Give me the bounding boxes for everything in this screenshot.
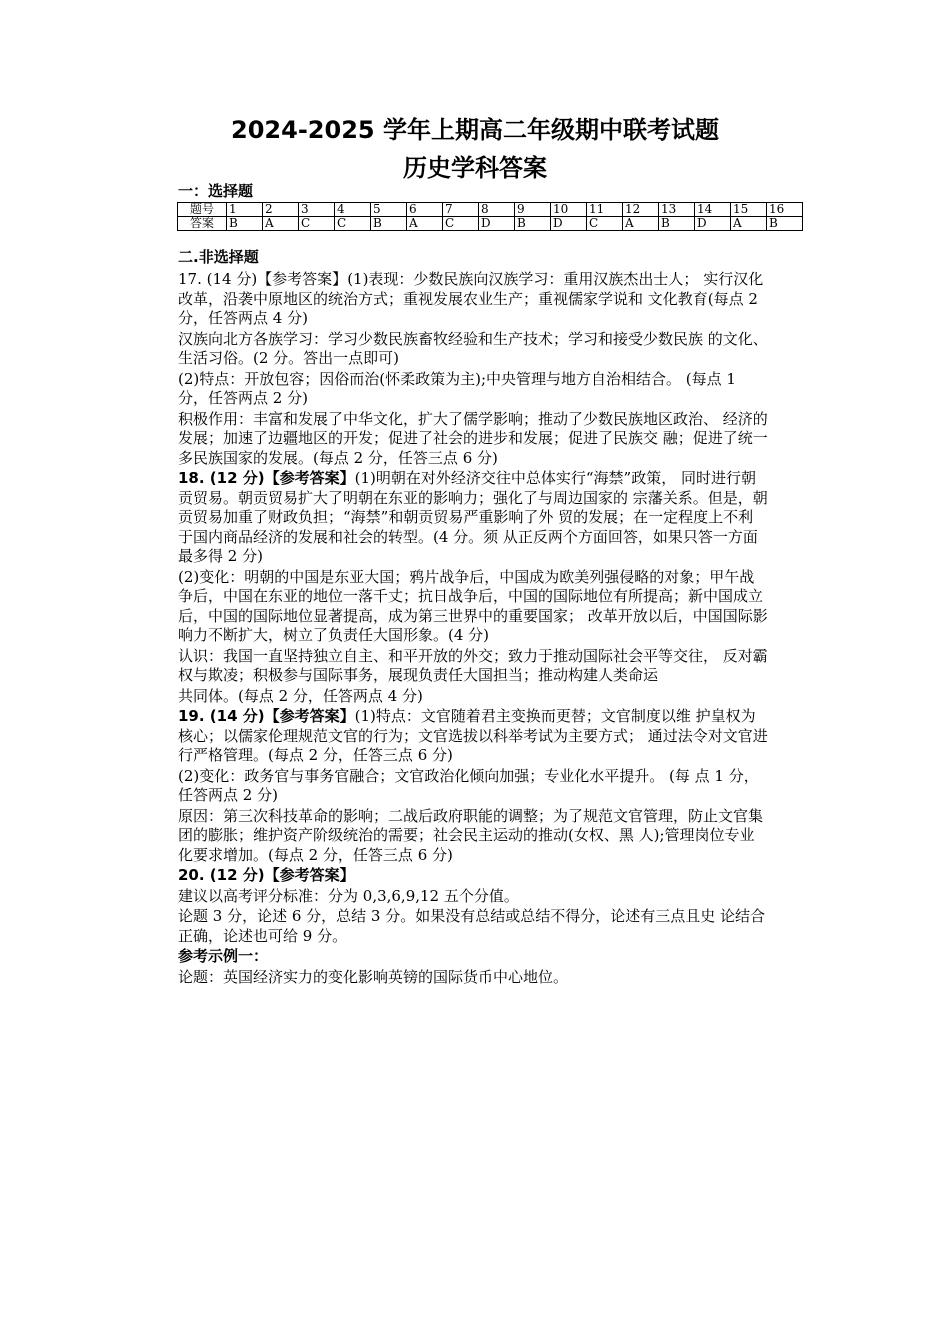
q18-para-3: 认识：我国一直坚持独立自主、和平开放的外交；致力于推动国际社会平等交往， 反对霸权与欺凌；积极参与国际事务，展现负责任大国担当；推动构建人类命运 [178,646,768,684]
section-choice-heading: 一：选择题 [178,182,254,200]
answer-cell: C [587,217,623,231]
answer-cell: D [551,217,587,231]
q18-para-4: 共同体。(每点 2 分，任答两点 4 分) [178,686,423,705]
answer-table [177,202,803,231]
number-cell: 10 [551,203,587,217]
answer-row [178,217,803,231]
number-row [178,203,803,217]
q19-para-2: (2)变化：政务官与事务官融合；文官政治化倾向加强；专业化水平提升。 (每 点 1 分，任答两点 2 分) [178,766,759,804]
number-cell: 1 [227,203,263,217]
q17-para-3: (2)特点：开放包容；因俗而治(怀柔政策为主);中央管理与地方自治相结合。 (每点 1 分，任答两点 2 分) [178,369,736,407]
answer-cell: C [299,217,335,231]
answer-cell: D [479,217,515,231]
q20-heading: 20. (12 分)【参考答案】 [178,866,355,884]
q20-example-heading: 参考示例一： [178,947,269,965]
number-cell: 11 [587,203,623,217]
answer-body [178,270,768,988]
q17-para-4: 积极作用：丰富和发展了中华文化，扩大了儒学影响；推动了少数民族地区政治、 经济的发展；加速了边疆地区的开发；促进了社会的进步和发展；促进了民族交 融；促进了统一多民族国家的发展。(每点 2 分，任答三点 6 分) [178,409,768,467]
answer-cell: D [695,217,731,231]
number-cell: 7 [443,203,479,217]
number-cell: 16 [767,203,803,217]
q20-para-2: 论题 3 分，论述 6 分，总结 3 分。如果没有总结或总结不得分，论述有三点且史 论结合正确，论述也可给 9 分。 [178,907,766,945]
row-label-answer: 答案 [178,217,227,231]
q19-text-1: (1)特点：文官随着君主变换而更替；文官制度以维 护皇权为核心；以儒家伦理规范文官的行为；文官选拔以科举考试为主要方式； 通过法令对文官进行严格管理。(每点 2 分，任答三点 6 分) [178,707,768,764]
number-cell: 3 [299,203,335,217]
answer-cell: B [767,217,803,231]
number-cell: 5 [371,203,407,217]
q19-para-1 [178,707,768,766]
q17-para-1 [178,270,768,329]
answer-cell: B [227,217,263,231]
number-cell: 13 [659,203,695,217]
title-line-1: 2024-2025 学年上期高二年级期中联考试题 [231,116,719,144]
number-cell: 14 [695,203,731,217]
section-nonchoice-heading: 二.非选择题 [178,248,259,266]
row-label-number: 题号 [178,203,227,217]
q20-para-3: 论题：英国经济实力的变化影响英镑的国际货币中心地位。 [178,967,569,986]
q20-para-1: 建议以高考评分标准：分为 0,3,6,9,12 五个分值。 [178,886,519,905]
q17-heading: 17. (14 分)【参考答案】 [178,270,348,288]
answer-cell: A [731,217,767,231]
q18-para-1 [178,469,768,567]
answer-cell: C [443,217,479,231]
number-cell: 12 [623,203,659,217]
number-cell: 4 [335,203,371,217]
answer-cell: C [335,217,371,231]
q17-para-2: 汉族向北方各族学习：学习少数民族畜牧经验和生产技术；学习和接受少数民族 的文化、生活习俗。(2 分。答出一点即可) [178,329,768,367]
number-cell: 9 [515,203,551,217]
answer-cell: A [407,217,443,231]
number-cell: 15 [731,203,767,217]
q19-heading: 19. (14 分)【参考答案】 [178,707,355,725]
answer-cell: B [371,217,407,231]
q19-para-3: 原因：第三次科技革命的影响；二战后政府职能的调整；为了规范文官管理，防止文官集团的膨胀；维护资产阶级统治的需要；社会民主运动的推动(女权、黑 人);管理岗位专业化要求增加。(每点 2 分，任答三点 6 分) [178,806,764,864]
q17-text-1: (1)表现：少数民族向汉族学习：重用汉族杰出士人； 实行汉化改革，沿袭中原地区的统治方式；重视发展农业生产；重视儒家学说和 文化教育(每点 2 分，任答两点 4 分) [178,270,764,327]
answer-cell: B [515,217,551,231]
number-cell: 8 [479,203,515,217]
number-cell: 2 [263,203,299,217]
answer-cell: A [623,217,659,231]
title-line-2: 历史学科答案 [403,154,547,182]
number-cell: 6 [407,203,443,217]
q18-heading: 18. (12 分)【参考答案】 [178,469,355,487]
q18-text-1: (1)明朝在对外经济交往中总体实行“海禁”政策， 同时进行朝贡贸易。朝贡贸易扩大了明朝在东亚的影响力；强化了与周边国家的 宗藩关系。但是，朝贡贸易加重了财政负担；“海禁”和朝贡贸易严重影响了外 贸的发展；在一定程度上不利于国内商品经济的发展和社会的转型。(4 分。须 从正反两个方面回答，如果只答一方面最多得 2 分) [178,469,768,565]
answer-cell: B [659,217,695,231]
q18-para-2: (2)变化：明朝的中国是东亚大国；鸦片战争后，中国成为欧美列强侵略的对象；甲午战争后，中国在东亚的地位一落千丈；抗日战争后，中国的国际地位有所提高；新中国成立后，中国的国际地位显著提高，成为第三世界中的重要国家； 改革开放以后，中国国际影响力不断扩大，树立了负责任大国形象。(4 分) [178,567,768,644]
answer-cell: A [263,217,299,231]
